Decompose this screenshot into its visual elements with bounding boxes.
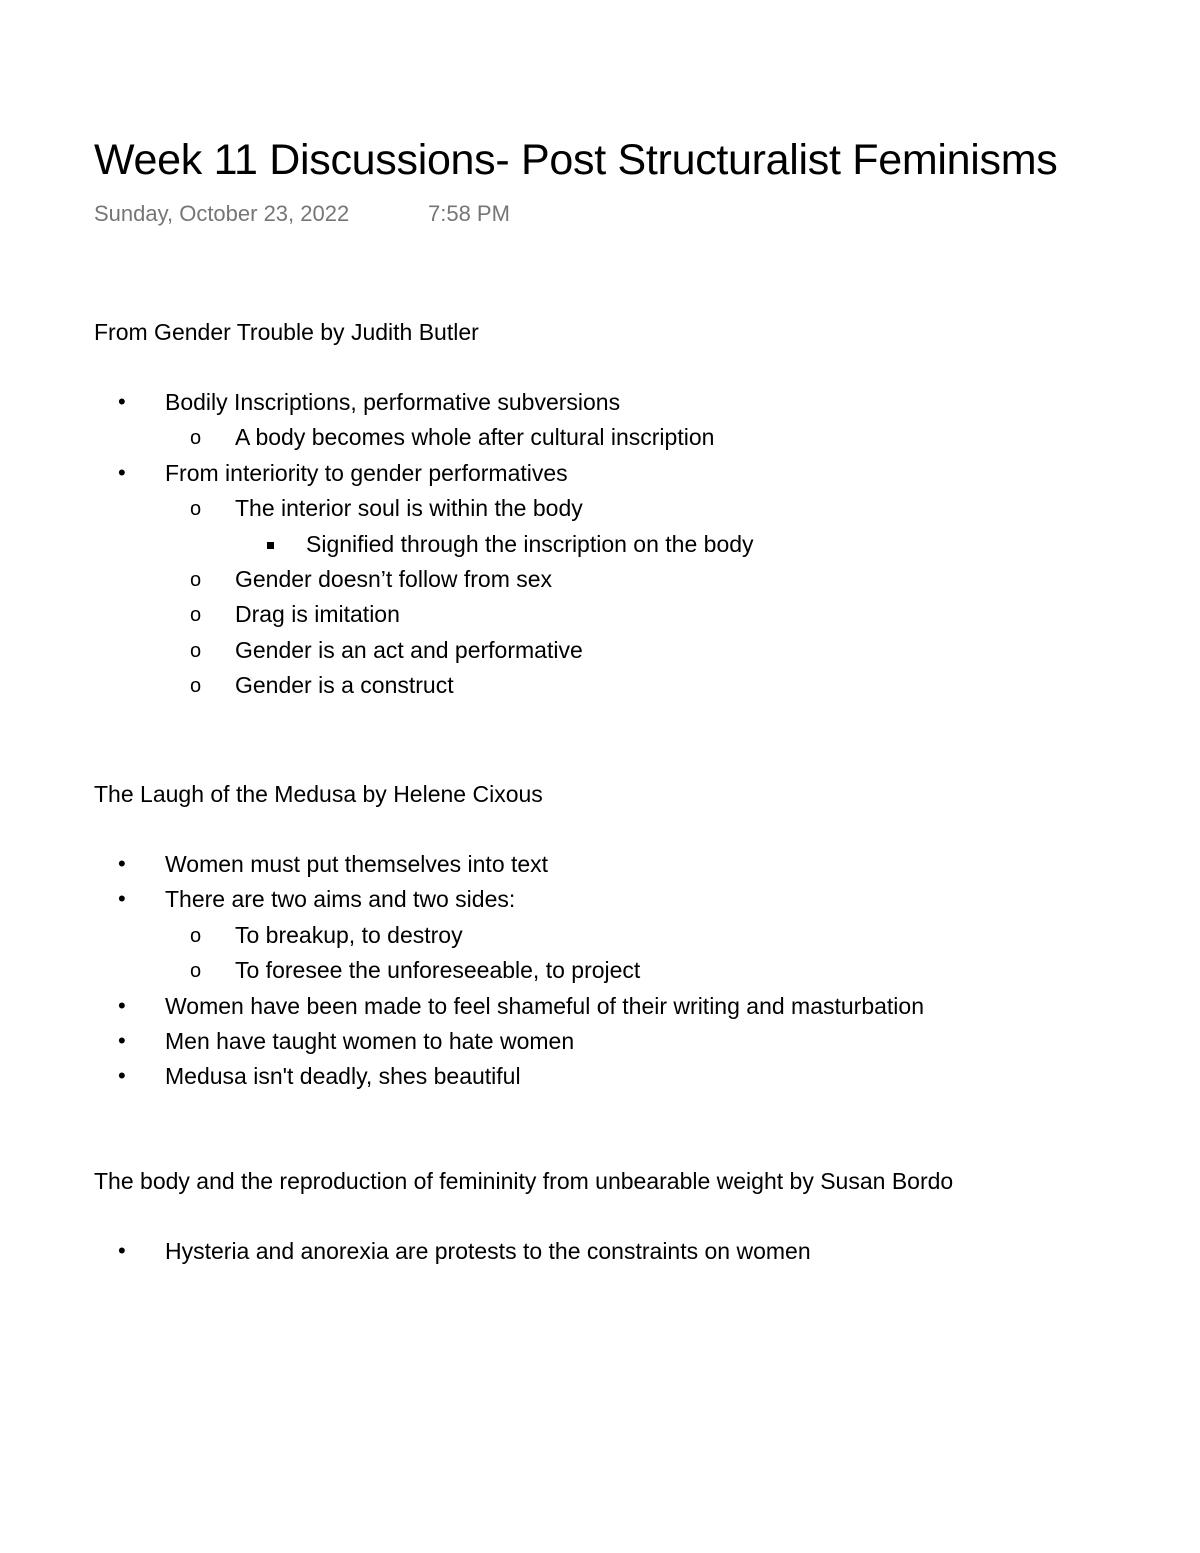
hollow-bullet-icon: o [190,604,202,627]
list-item [94,920,1174,955]
note-date: Sunday, October 23, 2022 [94,201,350,226]
section-heading: The body and the reproduction of femininity from unbearable weight by Susan Bordo [94,1168,954,1194]
list-item-text: Drag is imitation [235,601,400,628]
bullet-icon: • [118,1238,126,1263]
list-item [94,849,1174,884]
list-item-text: To foresee the unforeseeable, to project [235,957,641,984]
hollow-bullet-icon: o [190,960,202,983]
hollow-bullet-icon: o [190,498,202,521]
note-time: 7:58 PM [428,201,510,226]
hollow-bullet-icon: o [190,924,202,947]
list-item-text: Gender doesn’t follow from sex [235,565,553,592]
page-title: Week 11 Discussions- Post Structuralist Feminisms [94,136,1058,184]
bullet-icon: • [118,389,126,414]
bullet-list [94,849,1174,1097]
list-item [94,1026,1174,1061]
bullet-icon: • [118,1027,126,1053]
bullet-icon: • [118,1063,126,1089]
bullet-icon: • [118,886,126,912]
bullet-icon: • [118,851,126,876]
list-item-text: Women have been made to feel shameful of their writing and masturbation [165,992,924,1019]
list-item-text: Medusa isn't deadly, shes beautiful [165,1063,521,1090]
list-item [94,564,1174,599]
list-item [94,955,1174,990]
bullet-list [94,1236,1174,1271]
list-item [94,529,1174,564]
list-item-text: There are two aims and two sides: [165,886,516,913]
section-gender-trouble [94,317,1174,706]
bullet-icon: • [118,459,126,485]
list-item [94,1236,1174,1271]
list-item-text: From interiority to gender performatives [165,459,568,486]
list-item [94,422,1174,457]
square-bullet-icon [267,542,274,549]
list-item-text: To breakup, to destroy [235,921,463,948]
section-unbearable-weight [94,1166,1174,1271]
list-item-text: Gender is an act and performative [235,636,583,663]
list-item-text: Women must put themselves into text [165,851,549,877]
list-item-text: Gender is a construct [235,672,454,699]
list-item [94,493,1174,528]
section-heading: The Laugh of the Medusa by Helene Cixous [94,781,543,807]
section-heading: From Gender Trouble by Judith Butler [94,319,479,345]
list-item [94,599,1174,634]
list-item-text: Signified through the inscription on the body [306,530,754,557]
list-item [94,1061,1174,1096]
bullet-list [94,387,1174,706]
list-item [94,387,1174,422]
list-item [94,458,1174,493]
list-item-text: Men have taught women to hate women [165,1027,575,1054]
list-item [94,884,1174,919]
list-item [94,670,1174,705]
list-item-text: Bodily Inscriptions, performative subversions [165,389,621,415]
list-item-text: The interior soul is within the body [235,495,583,522]
list-item [94,991,1174,1026]
hollow-bullet-icon: o [190,568,202,591]
list-item-text: A body becomes whole after cultural inscription [235,424,715,451]
bullet-icon: • [118,992,126,1018]
hollow-bullet-icon: o [190,675,202,698]
hollow-bullet-icon: o [190,639,202,662]
section-laugh-of-medusa [94,779,1174,1097]
list-item [94,635,1174,670]
hollow-bullet-icon: o [190,427,202,450]
list-item-text: Hysteria and anorexia are protests to the constraints on women [165,1238,811,1264]
